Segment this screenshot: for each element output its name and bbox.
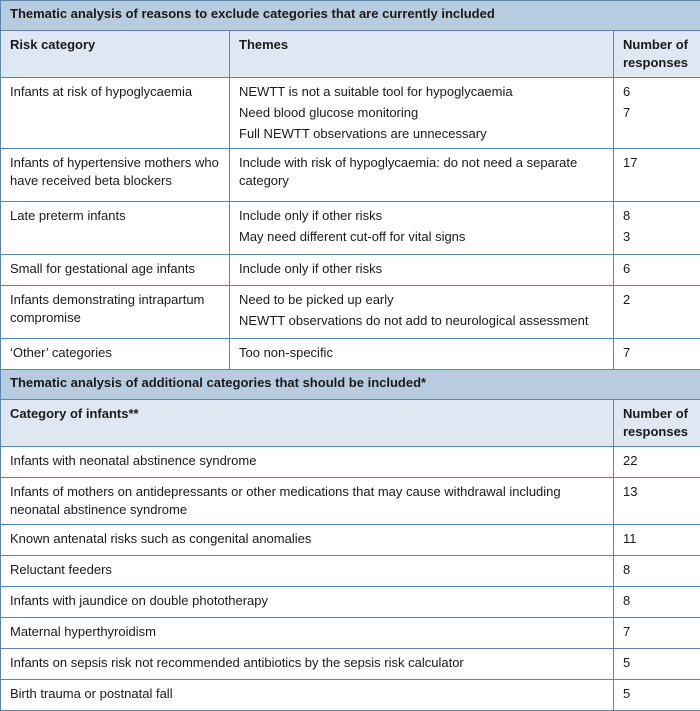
category-cell: Infants on sepsis risk not recommended antibiotics by the sepsis risk calculator — [1, 649, 614, 680]
table-row — [1, 255, 700, 286]
theme-text: Too non-specific — [239, 344, 604, 362]
response-count: 7 — [623, 104, 691, 122]
section2-title: Thematic analysis of additional categories that should be included* — [1, 370, 700, 400]
table-row — [1, 286, 700, 339]
table-row — [1, 649, 700, 680]
header-risk-category: Risk category — [1, 31, 230, 78]
responses-cell — [614, 78, 700, 149]
themes-cell — [230, 202, 614, 255]
risk-category-cell: Small for gestational age infants — [1, 255, 230, 286]
risk-category-cell: Infants of hypertensive mothers who have received beta blockers — [1, 149, 230, 202]
theme-text: Need to be picked up early — [239, 291, 604, 309]
responses-cell — [614, 149, 700, 202]
response-count: 3 — [623, 228, 691, 246]
responses-cell: 5 — [614, 680, 700, 711]
category-cell: Reluctant feeders — [1, 556, 614, 587]
header-number-of-responses: Number of responses — [614, 31, 700, 78]
table-row — [1, 202, 700, 255]
table-row — [1, 447, 700, 478]
table-row — [1, 478, 700, 525]
section2-header-row — [1, 400, 700, 447]
response-count: 8 — [623, 207, 691, 225]
themes-cell — [230, 78, 614, 149]
table-row — [1, 78, 700, 149]
table-row — [1, 587, 700, 618]
theme-text: Full NEWTT observations are unnecessary — [239, 125, 604, 143]
header-category-of-infants: Category of infants** — [1, 400, 614, 447]
theme-text: Need blood glucose monitoring — [239, 104, 604, 122]
theme-text: Include only if other risks — [239, 260, 604, 278]
category-cell: Birth trauma or postnatal fall — [1, 680, 614, 711]
responses-cell: 7 — [614, 618, 700, 649]
theme-text: Include with risk of hypoglycaemia: do not need a separate category — [239, 154, 604, 190]
section1-title: Thematic analysis of reasons to exclude categories that are currently included — [1, 1, 700, 31]
table-row — [1, 680, 700, 711]
category-cell: Maternal hyperthyroidism — [1, 618, 614, 649]
category-cell: Infants of mothers on antidepressants or other medications that may cause withdrawal including neonatal abstinence syndrome — [1, 478, 614, 525]
responses-cell — [614, 286, 700, 339]
response-count: 2 — [623, 291, 691, 309]
category-cell: Infants with jaundice on double phototherapy — [1, 587, 614, 618]
responses-cell: 8 — [614, 556, 700, 587]
responses-cell: 8 — [614, 587, 700, 618]
response-count: 6 — [623, 260, 691, 278]
theme-text: May need different cut-off for vital signs — [239, 228, 604, 246]
theme-text: Include only if other risks — [239, 207, 604, 225]
themes-cell — [230, 339, 614, 370]
category-cell: Known antenatal risks such as congenital anomalies — [1, 525, 614, 556]
risk-category-cell: Infants at risk of hypoglycaemia — [1, 78, 230, 149]
risk-category-cell: ‘Other’ categories — [1, 339, 230, 370]
themes-cell — [230, 255, 614, 286]
themes-cell — [230, 149, 614, 202]
risk-category-cell: Infants demonstrating intrapartum compromise — [1, 286, 230, 339]
responses-cell — [614, 255, 700, 286]
section2-title-row — [1, 370, 700, 400]
section1-title-row — [1, 1, 700, 31]
category-cell: Infants with neonatal abstinence syndrome — [1, 447, 614, 478]
responses-cell: 11 — [614, 525, 700, 556]
response-count: 7 — [623, 344, 691, 362]
responses-cell — [614, 202, 700, 255]
responses-cell — [614, 339, 700, 370]
table-row — [1, 556, 700, 587]
themes-cell — [230, 286, 614, 339]
response-count: 6 — [623, 83, 691, 101]
section1-header-row — [1, 31, 700, 78]
responses-cell: 5 — [614, 649, 700, 680]
table-row — [1, 339, 700, 370]
header-themes: Themes — [230, 31, 614, 78]
response-count: 17 — [623, 154, 691, 172]
theme-text: NEWTT observations do not add to neurological assessment — [239, 312, 604, 330]
risk-category-cell: Late preterm infants — [1, 202, 230, 255]
theme-text: NEWTT is not a suitable tool for hypoglycaemia — [239, 83, 604, 101]
table-row — [1, 149, 700, 202]
responses-cell: 13 — [614, 478, 700, 525]
table-row — [1, 525, 700, 556]
responses-cell: 22 — [614, 447, 700, 478]
table-row — [1, 618, 700, 649]
header-number-of-responses: Number of responses — [614, 400, 700, 447]
